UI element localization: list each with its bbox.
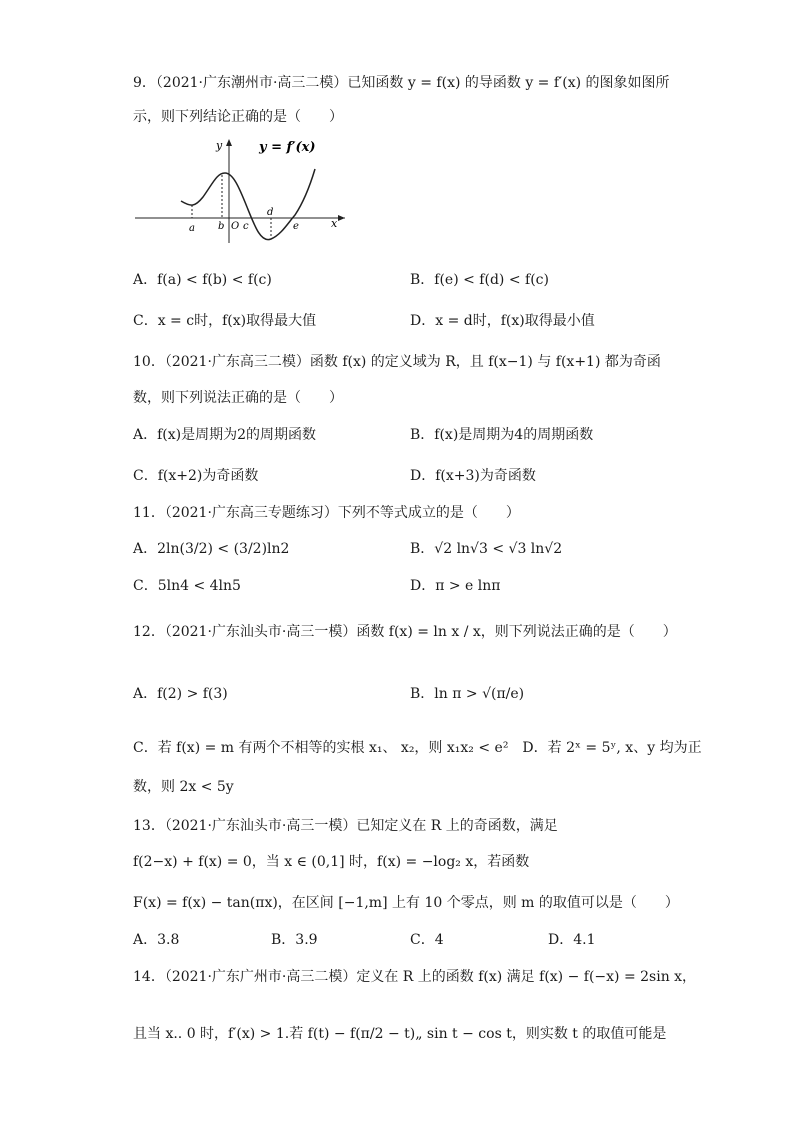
q10-stem-line2: 数，则下列说法正确的是（ ）	[133, 390, 343, 406]
q14-stem-line1: 14．（2021·广东广州市·高三二模）定义在 R 上的函数 f(x) 满足 f(x) − f(−x) = 2sin x，	[133, 969, 697, 985]
x-axis-label: x	[331, 217, 338, 230]
q12-option-b: B．ln π > √(π/e)	[410, 686, 525, 702]
derivative-graph	[133, 135, 348, 245]
label-b: b	[218, 221, 225, 232]
label-e: e	[293, 221, 299, 232]
q10-option-a: A．f(x)是周期为2的周期函数	[133, 427, 317, 443]
graph-title: y = f′(x)	[259, 140, 316, 155]
q13-option-b: B．3.9	[271, 932, 318, 948]
q10-option-b: B．f(x)是周期为4的周期函数	[410, 427, 594, 443]
q9-stem-line2: 示，则下列结论正确的是（ ）	[133, 109, 343, 125]
q13-stem-line2: f(2−x) + f(x) = 0，当 x ∈ (0,1] 时，f(x) = −log₂ x，若函数	[133, 854, 530, 870]
q11-option-c: C．5ln4 < 4ln5	[133, 578, 241, 594]
q12-option-c-d: C．若 f(x) = m 有两个不相等的实根 x₁、 x₂，则 x₁x₂ < e² D．若 2ˣ = 5ʸ, x、y 均为正	[133, 740, 702, 756]
q13-option-d: D．4.1	[548, 932, 596, 948]
y-axis-arrow	[226, 139, 232, 146]
x-axis-arrow	[338, 215, 345, 221]
label-a: a	[189, 223, 195, 234]
q13-stem-line1: 13．（2021·广东汕头市·高三一模）已知定义在 R 上的奇函数，满足	[133, 818, 558, 834]
label-d: d	[267, 207, 274, 218]
q10-option-c: C．f(x+2)为奇函数	[133, 468, 259, 484]
label-c: c	[243, 221, 249, 232]
q14-stem-line2: 且当 x.. 0 时，f′(x) > 1.若 f(t) − f(π/2 − t)„ sin t − cos t，则实数 t 的取值可能是	[133, 1026, 667, 1042]
q11-stem-line1: 11．（2021·广东高三专题练习）下列不等式成立的是（ ）	[133, 505, 520, 521]
q11-option-a: A．2ln(3/2) < (3/2)ln2	[133, 541, 290, 557]
q11-option-d: D．π > e lnπ	[410, 578, 501, 594]
q11-option-b: B．√2 ln√3 < √3 ln√2	[410, 541, 563, 557]
q9-stem-line1: 9．（2021·广东潮州市·高三二模）已知函数 y = f(x) 的导函数 y = f′(x) 的图象如图所	[133, 75, 670, 91]
q13-stem-line3: F(x) = f(x) − tan(πx)，在区间 [−1,m] 上有 10 个零点，则 m 的取值可以是（ ）	[133, 895, 679, 911]
q12-option-a: A．f(2) > f(3)	[133, 686, 228, 702]
q9-option-b: B．f(e) < f(d) < f(c)	[410, 272, 549, 288]
q10-option-d: D．f(x+3)为奇函数	[410, 468, 536, 484]
q13-option-c: C．4	[410, 932, 444, 948]
q9-option-c: C．x = c时，f(x)取得最大值	[133, 313, 317, 329]
q9-option-d: D．x = d时，f(x)取得最小值	[410, 313, 595, 329]
q10-stem-line1: 10．（2021·广东高三二模）函数 f(x) 的定义域为 R，且 f(x−1) 与 f(x+1) 都为奇函	[133, 354, 661, 370]
y-axis-label: y	[216, 139, 223, 152]
q12-option-d-cont: 数，则 2x < 5y	[133, 779, 234, 795]
label-o: O	[231, 221, 240, 232]
q12-stem-line1: 12．（2021·广东汕头市·高三一模）函数 f(x) = ln x / x，则下列说法正确的是（ ）	[133, 624, 677, 640]
q13-option-a: A．3.8	[133, 932, 180, 948]
q9-option-a: A．f(a) < f(b) < f(c)	[133, 272, 272, 288]
